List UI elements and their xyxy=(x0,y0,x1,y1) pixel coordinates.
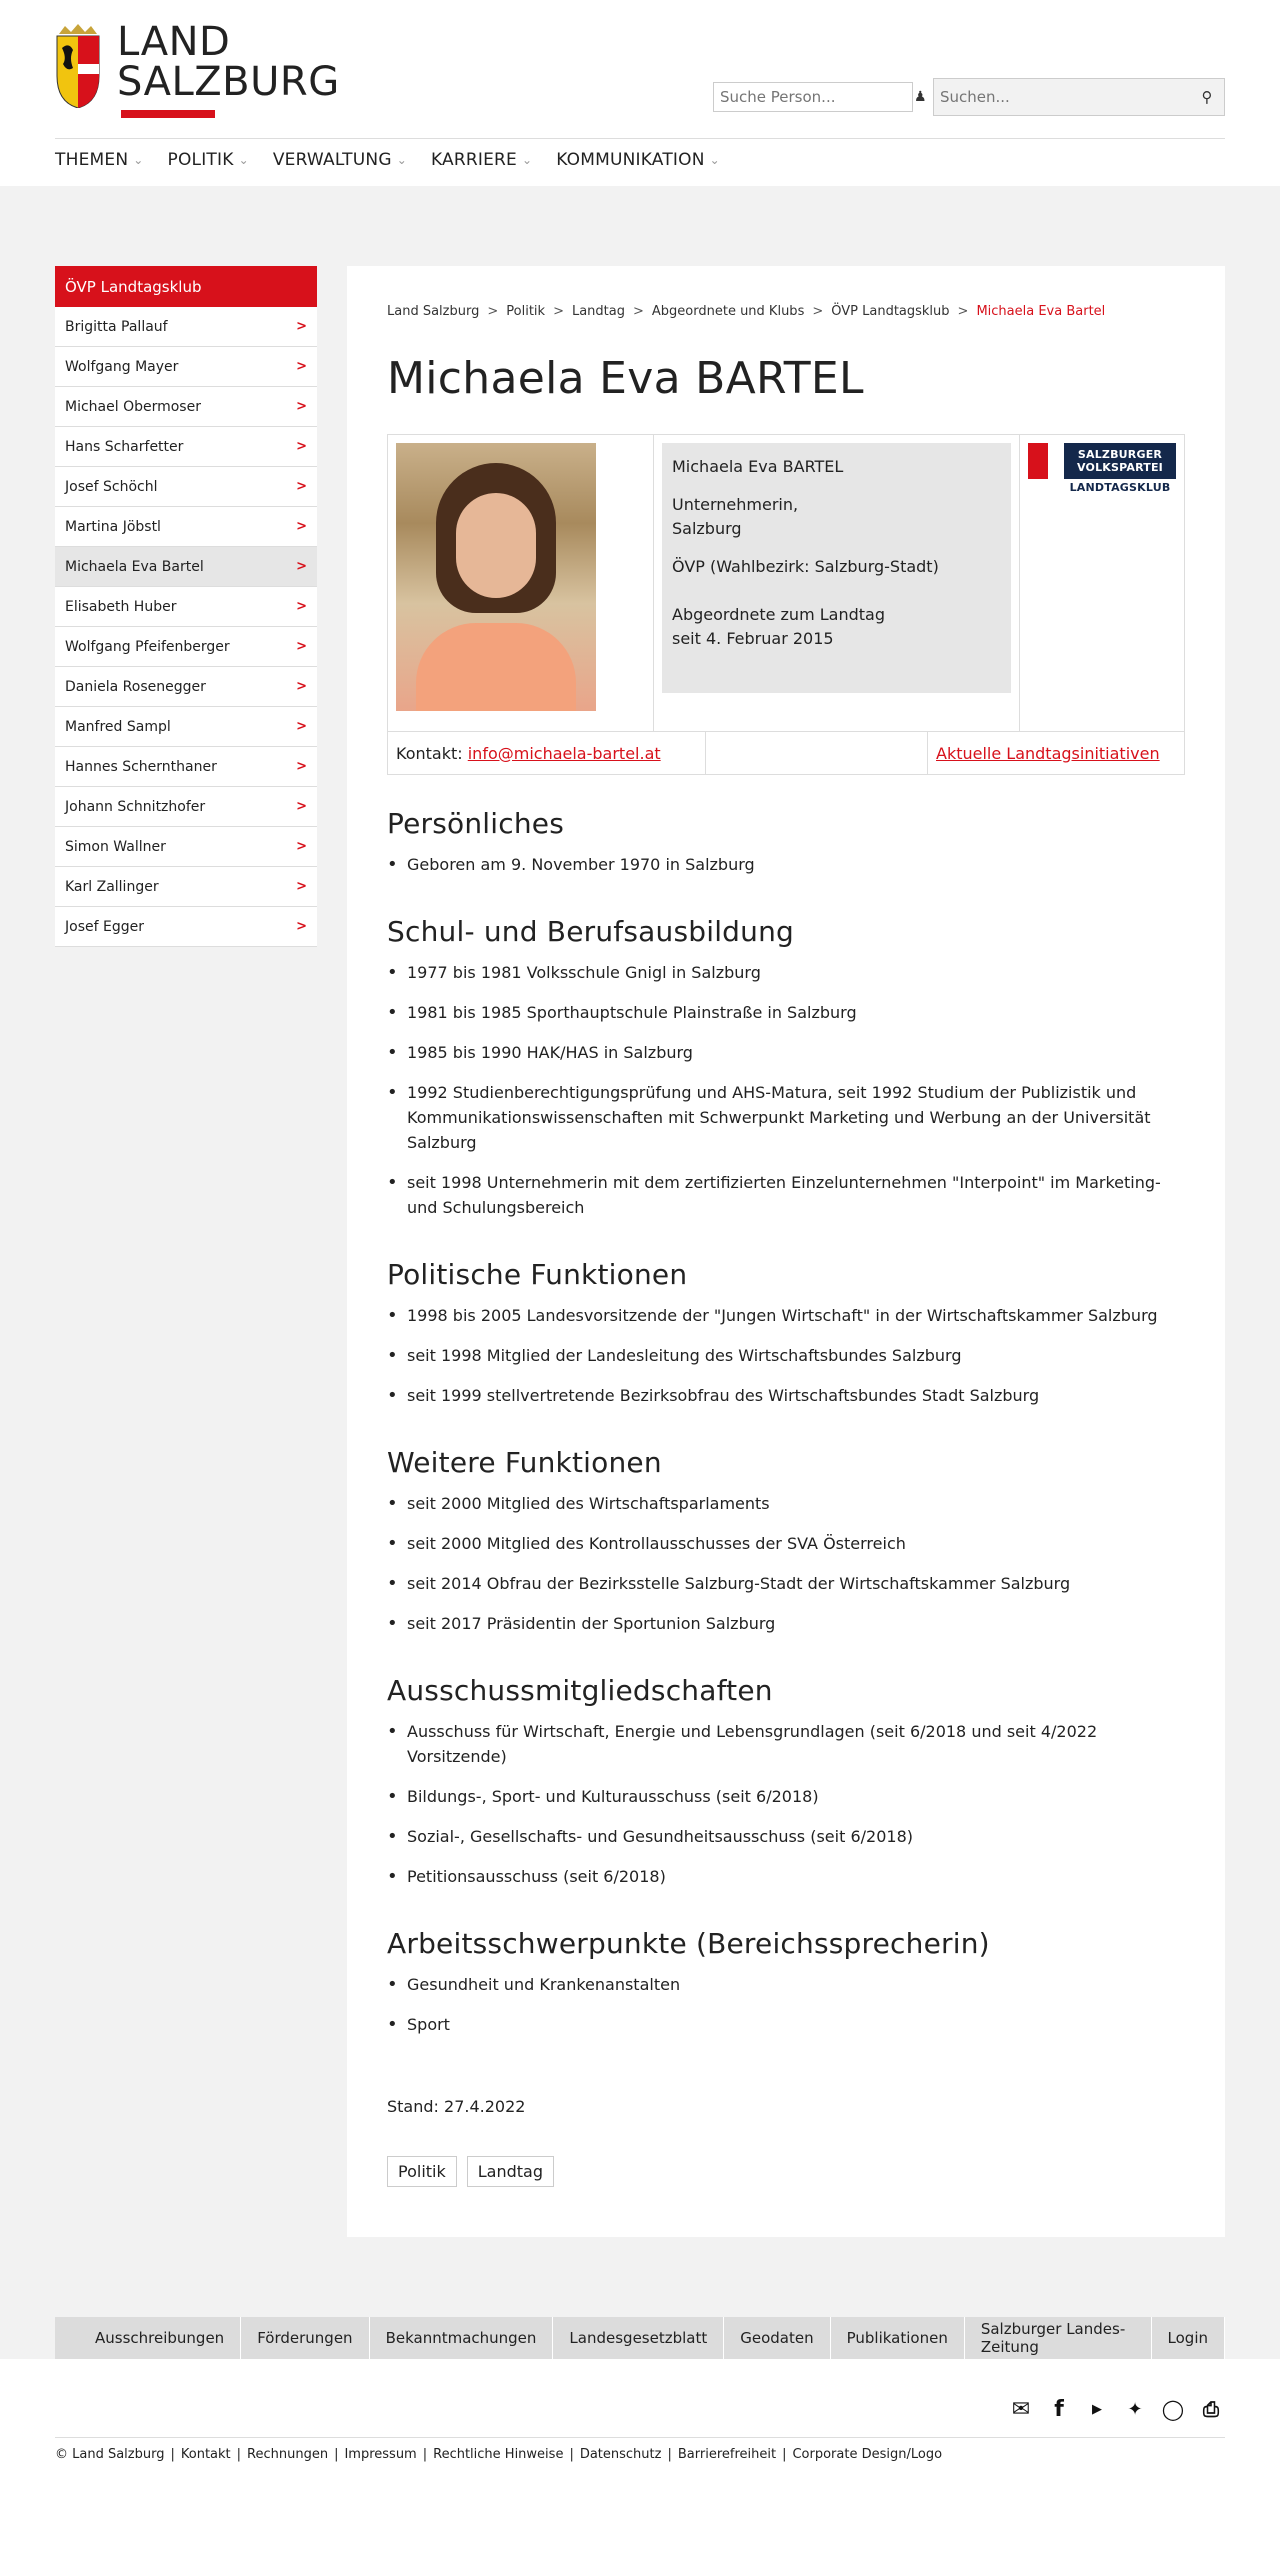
sidebar-item[interactable] xyxy=(55,347,317,387)
mail-icon[interactable]: ✉ xyxy=(1011,2396,1031,2422)
section-title: Politische Funktionen xyxy=(387,1258,688,1291)
nav-item-kommunikation[interactable]: KOMMUNIKATION ⌄ xyxy=(556,150,720,170)
sidebar-item[interactable] xyxy=(55,787,317,827)
person-search-input[interactable] xyxy=(714,88,914,106)
list-item: • seit 1998 Mitglied der Landesleitung des Wirtschaftsbundes Salzburg xyxy=(387,1343,1185,1368)
logo-text: LAND SALZBURG xyxy=(117,19,340,105)
list-item: • 1985 bis 1990 HAK/HAS in Salzburg xyxy=(387,1040,1185,1065)
legal-link[interactable]: Rechnungen xyxy=(247,2447,329,2462)
breadcrumb-separator: > xyxy=(553,304,564,319)
section-list xyxy=(387,1491,1185,1636)
list-item: • seit 2017 Präsidentin der Sportunion Salzburg xyxy=(387,1611,1185,1636)
section-title: Persönliches xyxy=(387,807,565,840)
legal-link[interactable]: Datenschutz xyxy=(579,2447,662,2462)
breadcrumb-separator: > xyxy=(957,304,969,319)
social-icons xyxy=(1007,2395,1225,2423)
footer-links xyxy=(55,2317,1225,2359)
list-item: • 1981 bis 1985 Sporthauptschule Plainstraße in Salzburg xyxy=(387,1000,1185,1025)
chevron-right-icon: > xyxy=(296,839,307,854)
nav-item-politik[interactable]: POLITIK ⌄ xyxy=(167,150,249,170)
legal-link: © Land Salzburg xyxy=(55,2447,165,2462)
site-search xyxy=(933,78,1225,116)
section-title: Arbeitsschwerpunkte (Bereichssprecherin) xyxy=(387,1927,990,1960)
breadcrumb-separator: > xyxy=(812,304,824,319)
list-item: • Geboren am 9. November 1970 in Salzburg xyxy=(387,852,1185,877)
party-logo-cell xyxy=(1020,435,1184,731)
info-box xyxy=(662,443,1011,693)
section-list xyxy=(387,1719,1185,1889)
profile-table xyxy=(387,434,1185,775)
sidebar-item[interactable] xyxy=(55,547,317,587)
site-logo[interactable] xyxy=(55,19,340,122)
chevron-right-icon: > xyxy=(296,599,307,614)
chevron-right-icon: > xyxy=(296,719,307,734)
sidebar-item-label: Hannes Schernthaner xyxy=(65,758,217,775)
chevron-down-icon: ⌄ xyxy=(133,153,144,167)
footer-link[interactable]: Publikationen xyxy=(831,2317,965,2359)
list-item: • Ausschuss für Wirtschaft, Energie und Lebensgrundlagen (seit 6/2018 und seit 4/2022 Vorsitzende) xyxy=(387,1719,1185,1769)
chevron-right-icon: > xyxy=(296,319,307,334)
legal-separator: | xyxy=(334,2447,339,2462)
sidebar-item[interactable] xyxy=(55,627,317,667)
nav-divider xyxy=(55,138,1225,139)
sidebar xyxy=(55,266,317,947)
party-logo: SALZBURGER VOLKSPARTEI LANDTAGSKLUB xyxy=(1028,443,1178,495)
chevron-right-icon: > xyxy=(296,479,307,494)
initiatives-cell xyxy=(928,732,1184,774)
person-search xyxy=(713,82,927,112)
site-search-input[interactable] xyxy=(934,88,1190,106)
section-list xyxy=(387,1303,1185,1408)
footer-divider xyxy=(55,2437,1225,2438)
list-item: • seit 2000 Mitglied des Kontrollausschusses der SVA Österreich xyxy=(387,1531,1185,1556)
sidebar-item[interactable] xyxy=(55,707,317,747)
section-title: Ausschussmitgliedschaften xyxy=(387,1674,773,1707)
footer-link[interactable]: Förderungen xyxy=(241,2317,369,2359)
chevron-right-icon: > xyxy=(296,679,307,694)
legal-link[interactable]: Rechtliche Hinweise xyxy=(433,2447,564,2462)
sidebar-item[interactable] xyxy=(55,907,317,947)
chevron-right-icon: > xyxy=(296,559,307,574)
nav-item-karriere[interactable]: KARRIERE ⌄ xyxy=(430,150,533,170)
legal-links xyxy=(55,2447,942,2462)
twitter-icon[interactable]: ✦ xyxy=(1127,2398,1143,2420)
chevron-right-icon: > xyxy=(296,439,307,454)
sidebar-item-label: Johann Schnitzhofer xyxy=(65,798,206,815)
breadcrumb-separator: > xyxy=(632,304,644,319)
legal-link[interactable]: Kontakt xyxy=(180,2447,231,2462)
nav-item-verwaltung[interactable]: VERWALTUNG ⌄ xyxy=(272,150,407,170)
sidebar-item[interactable] xyxy=(55,307,317,347)
list-item: • seit 1998 Unternehmerin mit dem zertifizierten Einzelunternehmen "Interpoint" im Marketing- und Schulungsbereich xyxy=(387,1170,1185,1220)
empty-cell xyxy=(706,732,928,774)
person-search-icon[interactable]: ♟ xyxy=(914,89,927,105)
cv-sections xyxy=(387,807,1185,2037)
sidebar-item-label: Wolfgang Mayer xyxy=(65,358,179,375)
sidebar-item-label: Michael Obermoser xyxy=(65,398,201,415)
main-nav xyxy=(55,150,744,170)
legal-separator: | xyxy=(782,2447,787,2462)
sidebar-item[interactable] xyxy=(55,467,317,507)
sidebar-item[interactable] xyxy=(55,747,317,787)
sidebar-item[interactable] xyxy=(55,587,317,627)
sidebar-item[interactable] xyxy=(55,387,317,427)
youtube-icon[interactable]: ▶ xyxy=(1092,2401,1102,2417)
list-item: • seit 2014 Obfrau der Bezirksstelle Salzburg-Stadt der Wirtschaftskammer Salzburg xyxy=(387,1571,1185,1596)
section-list xyxy=(387,852,1185,877)
breadcrumb-item[interactable]: Abgeordnete und Klubs xyxy=(651,304,805,319)
section-list xyxy=(387,960,1185,1220)
footer-link[interactable]: Salzburger Landes-Zeitung xyxy=(965,2317,1152,2359)
logo-bar xyxy=(121,110,215,118)
footer xyxy=(55,2359,1225,2469)
footer-link[interactable]: Geodaten xyxy=(724,2317,830,2359)
list-item: • 1992 Studienberechtigungsprüfung und AHS-Matura, seit 1992 Studium der Publizistik und Kommunikationswissenschaften mit Schwerpunkt Marketing und Werbung an der Universität Salzburg xyxy=(387,1080,1185,1155)
sidebar-item-label: Daniela Rosenegger xyxy=(65,678,206,695)
profile-role: Abgeordnete zum Landtag seit 4. Februar 2015 xyxy=(672,605,885,648)
chevron-right-icon: > xyxy=(296,359,307,374)
sidebar-item-label: Karl Zallinger xyxy=(65,878,159,895)
profile-occupation: Unternehmerin, Salzburg xyxy=(672,495,799,538)
portrait-photo xyxy=(396,443,596,711)
page-title: Michaela Eva BARTEL xyxy=(387,353,864,404)
sidebar-heading[interactable]: ÖVP Landtagsklub xyxy=(55,266,317,307)
legal-separator: | xyxy=(422,2447,428,2462)
breadcrumb-item[interactable]: Landtag xyxy=(571,304,625,319)
chevron-right-icon: > xyxy=(296,879,307,894)
chevron-right-icon: > xyxy=(296,759,307,774)
chevron-right-icon: > xyxy=(296,799,307,814)
stand-date: Stand: 27.4.2022 xyxy=(387,2097,526,2116)
sidebar-item[interactable] xyxy=(55,867,317,907)
profile-name: Michaela Eva BARTEL xyxy=(672,457,844,476)
header xyxy=(0,0,1280,186)
list-item: • Sozial-, Gesellschafts- und Gesundheitsausschuss (seit 6/2018) xyxy=(387,1824,1185,1849)
footer-link[interactable]: Login xyxy=(1152,2317,1225,2359)
section-list xyxy=(387,1972,1185,2037)
footer-link[interactable]: Landesgesetzblatt xyxy=(553,2317,724,2359)
sidebar-item-label: Manfred Sampl xyxy=(65,718,171,735)
chevron-down-icon: ⌄ xyxy=(521,153,533,167)
footer-links-bar xyxy=(0,2317,1280,2359)
sidebar-item-label: Martina Jöbstl xyxy=(65,518,161,535)
sidebar-item-label: Josef Egger xyxy=(65,918,144,935)
tag-list xyxy=(387,2156,1185,2187)
main-area xyxy=(0,186,1280,2317)
list-item: • Sport xyxy=(387,2012,1185,2037)
footer-link[interactable]: Ausschreibungen xyxy=(55,2317,241,2359)
photo-cell xyxy=(388,435,654,731)
contact-label: Kontakt: xyxy=(396,743,463,763)
legal-separator: | xyxy=(236,2447,242,2462)
sidebar-list xyxy=(55,307,317,947)
print-icon[interactable]: ⎙ xyxy=(1203,2397,1219,2421)
legal-separator: | xyxy=(170,2447,175,2462)
sidebar-item-label: Simon Wallner xyxy=(65,838,166,855)
sidebar-item-label: Elisabeth Huber xyxy=(65,598,177,615)
section-title: Weitere Funktionen xyxy=(387,1446,662,1479)
profile-party: ÖVP (Wahlbezirk: Salzburg-Stadt) xyxy=(672,557,939,576)
chevron-down-icon: ⌄ xyxy=(238,153,249,167)
sidebar-item-label: Hans Scharfetter xyxy=(65,438,184,455)
legal-separator: | xyxy=(667,2447,672,2462)
legal-link[interactable]: Impressum xyxy=(344,2447,417,2462)
list-item: • 1977 bis 1981 Volksschule Gnigl in Salzburg xyxy=(387,960,1185,985)
list-item: • Gesundheit und Krankenanstalten xyxy=(387,1972,1185,1997)
list-item: • Bildungs-, Sport- und Kulturausschuss (seit 6/2018) xyxy=(387,1784,1185,1809)
sidebar-item-label: Michaela Eva Bartel xyxy=(65,558,204,575)
instagram-icon[interactable]: ◯ xyxy=(1161,2397,1185,2421)
initiatives-link[interactable]: Aktuelle Landtagsinitiativen xyxy=(936,743,1160,763)
legal-separator: | xyxy=(569,2447,574,2462)
chevron-right-icon: > xyxy=(296,919,307,934)
legal-link[interactable]: Corporate Design/Logo xyxy=(792,2447,943,2462)
contact-cell xyxy=(388,732,706,774)
sidebar-item[interactable] xyxy=(55,667,317,707)
list-item: • 1998 bis 2005 Landesvorsitzende der "Jungen Wirtschaft" in der Wirtschaftskammer Salzburg xyxy=(387,1303,1185,1328)
sidebar-item[interactable] xyxy=(55,427,317,467)
tag-politik[interactable]: Politik xyxy=(387,2156,457,2187)
footer-link[interactable]: Bekanntmachungen xyxy=(370,2317,554,2359)
content xyxy=(347,266,1225,2237)
breadcrumb-current: Michaela Eva Bartel xyxy=(976,304,1106,319)
sidebar-item-label: Brigitta Pallauf xyxy=(65,318,168,335)
sidebar-item[interactable] xyxy=(55,827,317,867)
list-item: • Petitionsausschuss (seit 6/2018) xyxy=(387,1864,1185,1889)
contact-email-link[interactable]: info@michaela-bartel.at xyxy=(467,743,661,763)
breadcrumb-item[interactable]: ÖVP Landtagsklub xyxy=(831,304,950,319)
chevron-down-icon: ⌄ xyxy=(396,153,407,167)
list-item: • seit 2000 Mitglied des Wirtschaftsparlaments xyxy=(387,1491,1185,1516)
chevron-right-icon: > xyxy=(296,639,307,654)
crest-icon xyxy=(55,24,101,108)
info-cell xyxy=(654,435,1020,731)
chevron-right-icon: > xyxy=(296,399,307,414)
search-icon[interactable]: ⚲ xyxy=(1201,88,1213,106)
list-item: • seit 1999 stellvertretende Bezirksobfrau des Wirtschaftsbundes Stadt Salzburg xyxy=(387,1383,1185,1408)
section-title: Schul- und Berufsausbildung xyxy=(387,915,795,948)
nav-item-themen[interactable]: THEMEN ⌄ xyxy=(55,150,144,170)
sidebar-item-label: Josef Schöchl xyxy=(65,478,158,495)
facebook-icon[interactable]: f xyxy=(1054,2396,1064,2422)
legal-link[interactable]: Barrierefreiheit xyxy=(677,2447,777,2462)
breadcrumb-item[interactable]: Land Salzburg xyxy=(387,304,480,319)
sidebar-item-label: Wolfgang Pfeifenberger xyxy=(65,638,230,655)
breadcrumb-separator: > xyxy=(487,304,499,319)
breadcrumb xyxy=(387,304,1185,319)
chevron-right-icon: > xyxy=(296,519,307,534)
breadcrumb-item[interactable]: Politik xyxy=(506,304,546,319)
tag-landtag[interactable]: Landtag xyxy=(467,2156,554,2187)
sidebar-item[interactable] xyxy=(55,507,317,547)
chevron-down-icon: ⌄ xyxy=(709,153,720,167)
